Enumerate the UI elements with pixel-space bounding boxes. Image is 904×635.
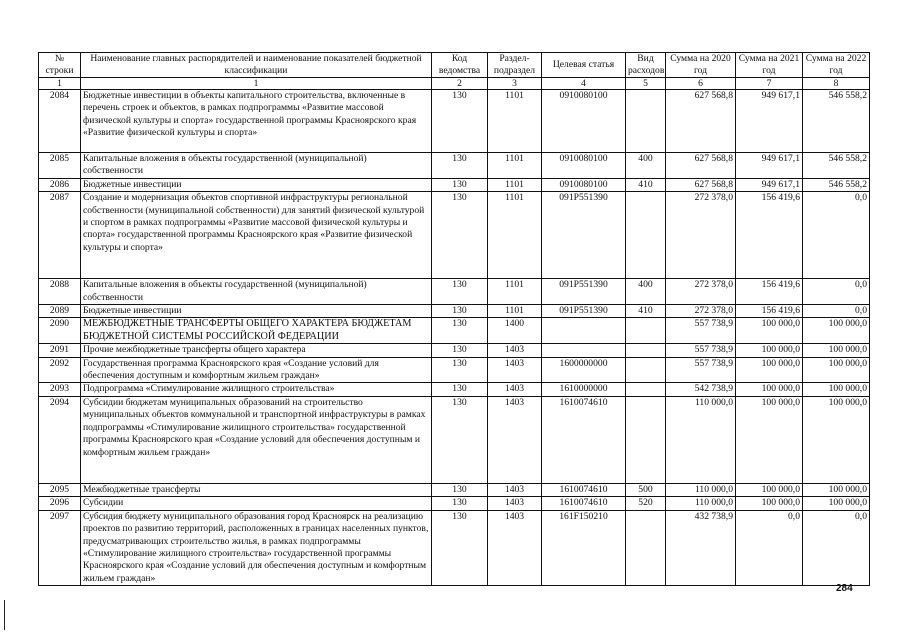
row-expense-type (626, 357, 666, 383)
row-target: 1600000000 (542, 357, 626, 383)
table-row (39, 153, 870, 179)
table-row (39, 483, 870, 496)
row-expense-type (626, 344, 666, 357)
row-sum-2020: 557 738,9 (666, 344, 736, 357)
row-number: 2087 (39, 192, 81, 279)
row-sum-2022: 100 000,0 (803, 344, 870, 357)
row-expense-type (626, 90, 666, 153)
row-dept-code: 130 (432, 192, 488, 279)
row-section: 1403 (488, 344, 542, 357)
row-expense-type (626, 318, 666, 344)
row-dept-code: 130 (432, 279, 488, 305)
row-number: 2085 (39, 153, 81, 179)
row-number: 2092 (39, 357, 81, 383)
row-expense-type: 410 (626, 178, 666, 191)
binding-mark (4, 600, 5, 630)
header-dept-code: Код ведомства (432, 53, 488, 78)
row-dept-code: 130 (432, 90, 488, 153)
row-section: 1403 (488, 383, 542, 396)
row-sum-2022: 100 000,0 (803, 497, 870, 510)
column-number: 7 (736, 78, 803, 90)
row-dept-code: 130 (432, 383, 488, 396)
row-section: 1400 (488, 318, 542, 344)
row-expense-type: 410 (626, 305, 666, 318)
row-sum-2020: 557 738,9 (666, 357, 736, 383)
column-number: 4 (542, 78, 626, 90)
header-sum-2021: Сумма на 2021 год (736, 53, 803, 78)
row-name: Бюджетные инвестиции (81, 305, 432, 318)
row-expense-type (626, 192, 666, 279)
budget-table (38, 52, 870, 586)
row-dept-code: 130 (432, 318, 488, 344)
row-target (542, 318, 626, 344)
row-sum-2020: 272 378,0 (666, 192, 736, 279)
row-sum-2020: 110 000,0 (666, 497, 736, 510)
table-row (39, 192, 870, 279)
column-number: 5 (626, 78, 666, 90)
row-target: 091P551390 (542, 279, 626, 305)
row-name: Капитальные вложения в объекты государственной (муниципальной) собственности (81, 279, 432, 305)
row-sum-2021: 949 617,1 (736, 153, 803, 179)
row-section: 1403 (488, 483, 542, 496)
row-name: Бюджетные инвестиции (81, 178, 432, 191)
row-number: 2090 (39, 318, 81, 344)
row-sum-2022: 546 558,2 (803, 153, 870, 179)
table-row (39, 178, 870, 191)
row-sum-2020: 272 378,0 (666, 279, 736, 305)
row-target: 0910080100 (542, 153, 626, 179)
row-target (542, 344, 626, 357)
row-target: 0910080100 (542, 178, 626, 191)
row-sum-2021: 100 000,0 (736, 497, 803, 510)
row-sum-2020: 110 000,0 (666, 483, 736, 496)
row-name: Подпрограмма «Стимулирование жилищного строительства» (81, 383, 432, 396)
row-number: 2093 (39, 383, 81, 396)
row-name: Капитальные вложения в объекты государственной (муниципальной) собственности (81, 153, 432, 179)
table-row (39, 497, 870, 510)
row-name: Государственная программа Красноярского края «Создание условий для обеспечения доступным и комфортным жильем граждан» (81, 357, 432, 383)
row-sum-2020: 272 378,0 (666, 305, 736, 318)
row-section: 1101 (488, 279, 542, 305)
row-sum-2021: 156 419,6 (736, 279, 803, 305)
row-target: 1610074610 (542, 396, 626, 483)
table-row (39, 344, 870, 357)
row-sum-2021: 100 000,0 (736, 483, 803, 496)
column-number: 2 (432, 78, 488, 90)
row-name: Прочие межбюджетные трансферты общего характера (81, 344, 432, 357)
row-name: Субсидия бюджету муниципального образования город Красноярск на реализацию проектов по развитию территорий, расположенных в границах населенных пунктов, предусматривающих строительство жилья, в рамках подпрограммы «Стимулирование жилищного строительства» государственной программы Красноярского края «Создание условий для обеспечения доступным и комфортным жильем граждан» (81, 510, 432, 585)
table-row (39, 305, 870, 318)
row-sum-2022: 546 558,2 (803, 90, 870, 153)
table-row (39, 90, 870, 153)
row-section: 1101 (488, 90, 542, 153)
row-sum-2022: 546 558,2 (803, 178, 870, 191)
row-target: 091P551390 (542, 192, 626, 279)
row-number: 2089 (39, 305, 81, 318)
row-sum-2021: 949 617,1 (736, 178, 803, 191)
row-section: 1101 (488, 178, 542, 191)
row-section: 1101 (488, 192, 542, 279)
row-sum-2021: 100 000,0 (736, 396, 803, 483)
table-body (39, 90, 870, 586)
row-sum-2022: 0,0 (803, 279, 870, 305)
row-target: 1610074610 (542, 497, 626, 510)
header-sum-2020: Сумма на 2020 год (666, 53, 736, 78)
table-row (39, 318, 870, 344)
row-expense-type (626, 383, 666, 396)
table-row (39, 510, 870, 585)
row-sum-2021: 100 000,0 (736, 383, 803, 396)
table-row (39, 396, 870, 483)
row-section: 1403 (488, 510, 542, 585)
row-sum-2020: 627 568,8 (666, 90, 736, 153)
row-dept-code: 130 (432, 153, 488, 179)
row-dept-code: 130 (432, 344, 488, 357)
row-sum-2022: 100 000,0 (803, 357, 870, 383)
row-name: Субсидии бюджетам муниципальных образований на строительство муниципальных объектов коммунальной и транспортной инфраструктуры в рамках подпрограммы «Стимулирование жилищного строительства» государственной программы Красноярского края «Создание условий для обеспечения доступным и комфортным жильем граждан» (81, 396, 432, 483)
row-sum-2022: 0,0 (803, 192, 870, 279)
row-sum-2020: 542 738,9 (666, 383, 736, 396)
header-expense-type: Вид расходов (626, 53, 666, 78)
row-target: 1610074610 (542, 483, 626, 496)
row-name: МЕЖБЮДЖЕТНЫЕ ТРАНСФЕРТЫ ОБЩЕГО ХАРАКТЕРА БЮДЖЕТАМ БЮДЖЕТНОЙ СИСТЕМЫ РОССИЙСКОЙ ФЕДЕРАЦИИ (81, 318, 432, 344)
row-sum-2022: 100 000,0 (803, 483, 870, 496)
row-sum-2021: 949 617,1 (736, 90, 803, 153)
row-section: 1403 (488, 497, 542, 510)
row-target: 161F150210 (542, 510, 626, 585)
row-section: 1403 (488, 396, 542, 483)
column-number: 8 (803, 78, 870, 90)
row-number: 2094 (39, 396, 81, 483)
row-sum-2020: 627 568,8 (666, 153, 736, 179)
table-row (39, 357, 870, 383)
column-number: 3 (488, 78, 542, 90)
row-number: 2086 (39, 178, 81, 191)
page-number: 284 (836, 583, 853, 594)
row-sum-2022: 100 000,0 (803, 396, 870, 483)
row-name: Субсидии (81, 497, 432, 510)
row-sum-2020: 627 568,8 (666, 178, 736, 191)
row-expense-type: 400 (626, 153, 666, 179)
table-header-row (39, 53, 870, 78)
row-expense-type: 400 (626, 279, 666, 305)
row-section: 1403 (488, 357, 542, 383)
row-number: 2095 (39, 483, 81, 496)
row-sum-2022: 100 000,0 (803, 318, 870, 344)
row-number: 2097 (39, 510, 81, 585)
row-expense-type (626, 396, 666, 483)
row-sum-2021: 100 000,0 (736, 344, 803, 357)
row-number: 2088 (39, 279, 81, 305)
row-dept-code: 130 (432, 178, 488, 191)
column-number: 1 (39, 78, 81, 90)
row-sum-2020: 432 738,9 (666, 510, 736, 585)
row-number: 2084 (39, 90, 81, 153)
row-name: Межбюджетные трансферты (81, 483, 432, 496)
row-sum-2021: 156 419,6 (736, 305, 803, 318)
row-section: 1101 (488, 153, 542, 179)
row-dept-code: 130 (432, 357, 488, 383)
row-dept-code: 130 (432, 510, 488, 585)
row-sum-2021: 100 000,0 (736, 318, 803, 344)
row-target: 1610000000 (542, 383, 626, 396)
row-sum-2020: 557 738,9 (666, 318, 736, 344)
row-sum-2022: 0,0 (803, 510, 870, 585)
row-sum-2021: 100 000,0 (736, 357, 803, 383)
column-number-row (39, 78, 870, 90)
column-number: 6 (666, 78, 736, 90)
row-number: 2096 (39, 497, 81, 510)
row-name: Бюджетные инвестиции в объекты капитального строительства, включенные в перечень строек и объектов, в рамках подпрограммы «Развитие массовой физической культуры и спорта» государственной программы Красноярского края «Развитие физической культуры и спорта» (81, 90, 432, 153)
table-row (39, 279, 870, 305)
row-target: 091P551390 (542, 305, 626, 318)
row-number: 2091 (39, 344, 81, 357)
row-dept-code: 130 (432, 483, 488, 496)
header-name: Наименование главных распорядителей и наименование показателей бюджетной классификации (81, 53, 432, 78)
header-target: Целевая статья (542, 53, 626, 78)
header-section: Раздел-подраздел (488, 53, 542, 78)
row-sum-2021: 0,0 (736, 510, 803, 585)
header-sum-2022: Сумма на 2022 год (803, 53, 870, 78)
row-sum-2022: 0,0 (803, 305, 870, 318)
row-expense-type (626, 510, 666, 585)
row-dept-code: 130 (432, 305, 488, 318)
row-expense-type: 520 (626, 497, 666, 510)
row-sum-2021: 156 419,6 (736, 192, 803, 279)
row-dept-code: 130 (432, 497, 488, 510)
column-number: 1 (81, 78, 432, 90)
row-sum-2020: 110 000,0 (666, 396, 736, 483)
table-row (39, 383, 870, 396)
row-name: Создание и модернизация объектов спортивной инфраструктуры региональной собственности (муниципальной собственности) для занятий физической культурой и спортом в рамках подпрограммы «Развитие массовой физической культуры и спорта» государственной программы Красноярского края «Развитие физической культуры и спорта» (81, 192, 432, 279)
row-target: 0910080100 (542, 90, 626, 153)
header-row-number: № строки (39, 53, 81, 78)
row-section: 1101 (488, 305, 542, 318)
row-expense-type: 500 (626, 483, 666, 496)
row-sum-2022: 100 000,0 (803, 383, 870, 396)
row-dept-code: 130 (432, 396, 488, 483)
